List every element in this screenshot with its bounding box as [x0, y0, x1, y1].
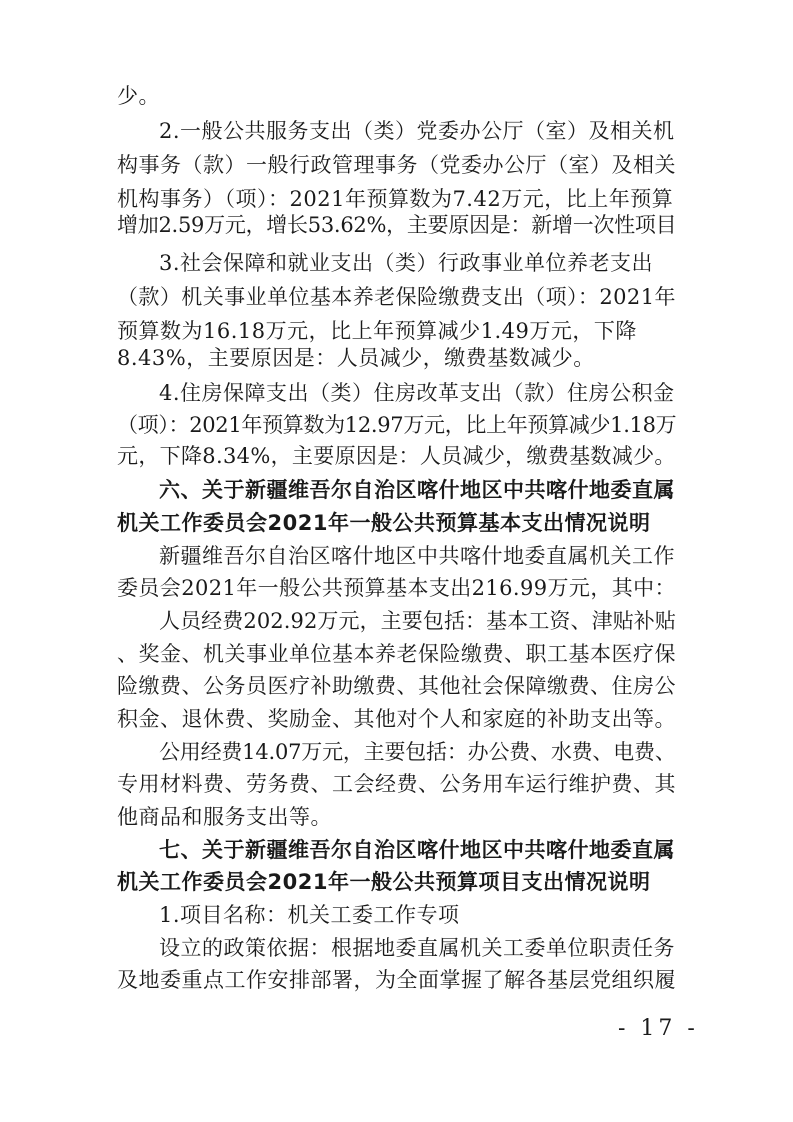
- paragraph-line: 公用经费14.07万元，主要包括：办公费、水费、电费、: [159, 740, 676, 764]
- paragraph-line: （项）：2021年预算数为12.97万元，比上年预算减少1.18万: [117, 413, 677, 437]
- paragraph-line: 构事务（款）一般行政管理事务（党委办公厅（室）及相关: [117, 153, 676, 177]
- paragraph-line: 人员经费202.92万元，主要包括：基本工资、津贴补贴: [159, 609, 676, 633]
- section-heading: 六、关于新疆维吾尔自治区喀什地区中共喀什地委直属: [159, 478, 675, 502]
- paragraph-line: 及地委重点工作安排部署，为全面掌握了解各基层党组织履: [117, 968, 676, 992]
- paragraph-line: 他商品和服务支出等。: [117, 805, 332, 829]
- section-heading: 机关工作委员会2021年一般公共预算基本支出情况说明: [117, 511, 651, 535]
- paragraph-line: 1.项目名称：机关工委工作专项: [159, 903, 460, 927]
- paragraph-line: 委员会2021年一般公共预算基本支出216.99万元，其中：: [117, 576, 676, 600]
- paragraph-line: 、奖金、机关事业单位基本养老保险缴费、职工基本医疗保: [117, 642, 676, 666]
- paragraph-line: 3.社会保障和就业支出（类）行政事业单位养老支出: [159, 251, 654, 275]
- paragraph-line: 预算数为16.18万元，比上年预算减少1.49万元，下降: [117, 319, 637, 343]
- paragraph-line: 4.住房保障支出（类）住房改革支出（款）住房公积金: [159, 381, 675, 405]
- paragraph-line: 少。: [117, 84, 160, 108]
- paragraph-line: （款）机关事业单位基本养老保险缴费支出（项）：2021年: [117, 285, 676, 309]
- paragraph-line: 元，下降8.34%，主要原因是：人员减少，缴费基数减少。: [117, 444, 676, 468]
- section-heading: 机关工作委员会2021年一般公共预算项目支出情况说明: [117, 870, 651, 894]
- page-number: - 17 -: [618, 1016, 699, 1041]
- paragraph-line: 设立的政策依据：根据地委直属机关工委单位职责任务: [159, 936, 675, 960]
- section-heading: 七、关于新疆维吾尔自治区喀什地区中共喀什地委直属: [159, 838, 675, 862]
- paragraph-line: 机构事务）（项）：2021年预算数为7.42万元，比上年预算: [117, 187, 674, 211]
- paragraph-line: 8.43%，主要原因是：人员减少，缴费基数减少。: [117, 346, 595, 370]
- paragraph-line: 新疆维吾尔自治区喀什地区中共喀什地委直属机关工作: [159, 544, 675, 568]
- paragraph-line: 增加2.59万元，增长53.62%，主要原因是：新增一次性项目: [117, 213, 677, 237]
- paragraph-line: 险缴费、公务员医疗补助缴费、其他社会保障缴费、住房公: [117, 674, 676, 698]
- paragraph-line: 2.一般公共服务支出（类）党委办公厅（室）及相关机: [159, 119, 675, 143]
- paragraph-line: 专用材料费、劳务费、工会经费、公务用车运行维护费、其: [117, 772, 676, 796]
- paragraph-line: 积金、退休费、奖励金、其他对个人和家庭的补助支出等。: [117, 707, 676, 731]
